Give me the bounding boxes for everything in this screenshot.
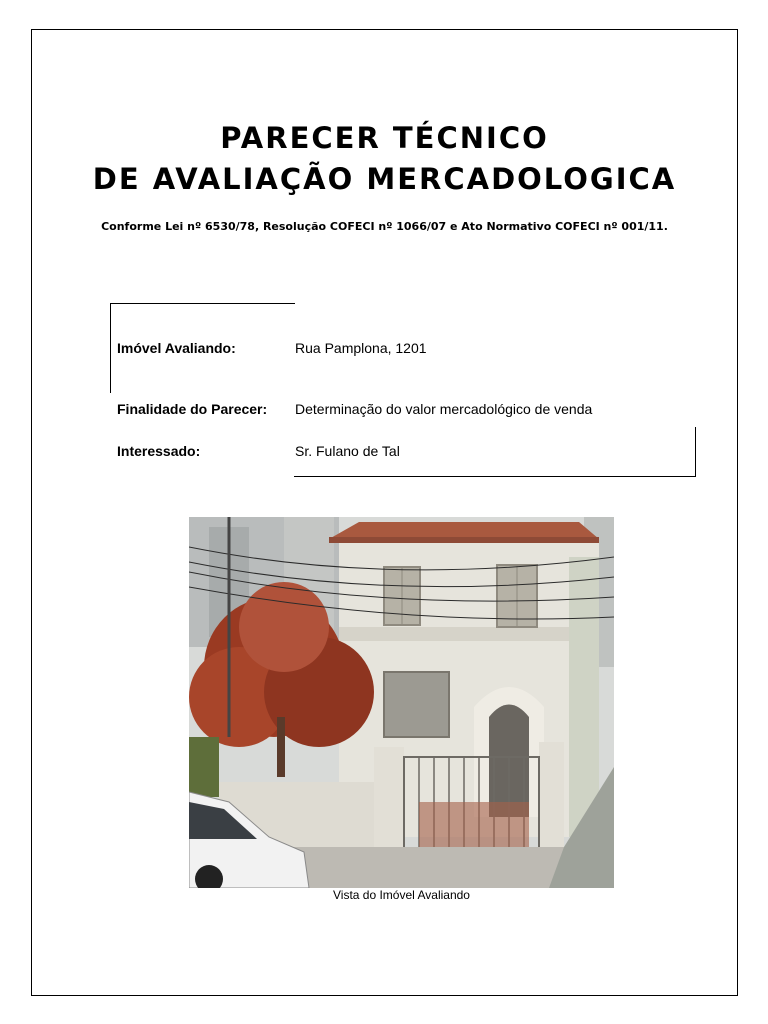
photo-caption: Vista do Imóvel Avaliando: [333, 888, 470, 902]
frame-line-right: [695, 427, 696, 476]
interested-value: Sr. Fulano de Tal: [295, 443, 400, 459]
purpose-value: Determinação do valor mercadológico de venda: [295, 401, 593, 417]
frame-line-bottom: [294, 476, 696, 477]
legal-reference: Conforme Lei nº 6530/78, Resolução COFECI nº 1066/07 e Ato Normativo COFECI nº 001/11.: [101, 220, 668, 233]
property-label: Imóvel Avaliando:: [117, 340, 236, 356]
title-line-2: DE AVALIAÇÃO MERCADOLOGICA: [92, 162, 677, 196]
frame-line-top: [110, 303, 295, 304]
frame-line-left: [110, 303, 111, 393]
property-value: Rua Pamplona, 1201: [295, 340, 427, 356]
purpose-label: Finalidade do Parecer:: [117, 401, 268, 417]
interested-label: Interessado:: [117, 443, 201, 459]
property-photo: [189, 517, 614, 888]
title-line-1: PARECER TÉCNICO: [220, 121, 549, 155]
